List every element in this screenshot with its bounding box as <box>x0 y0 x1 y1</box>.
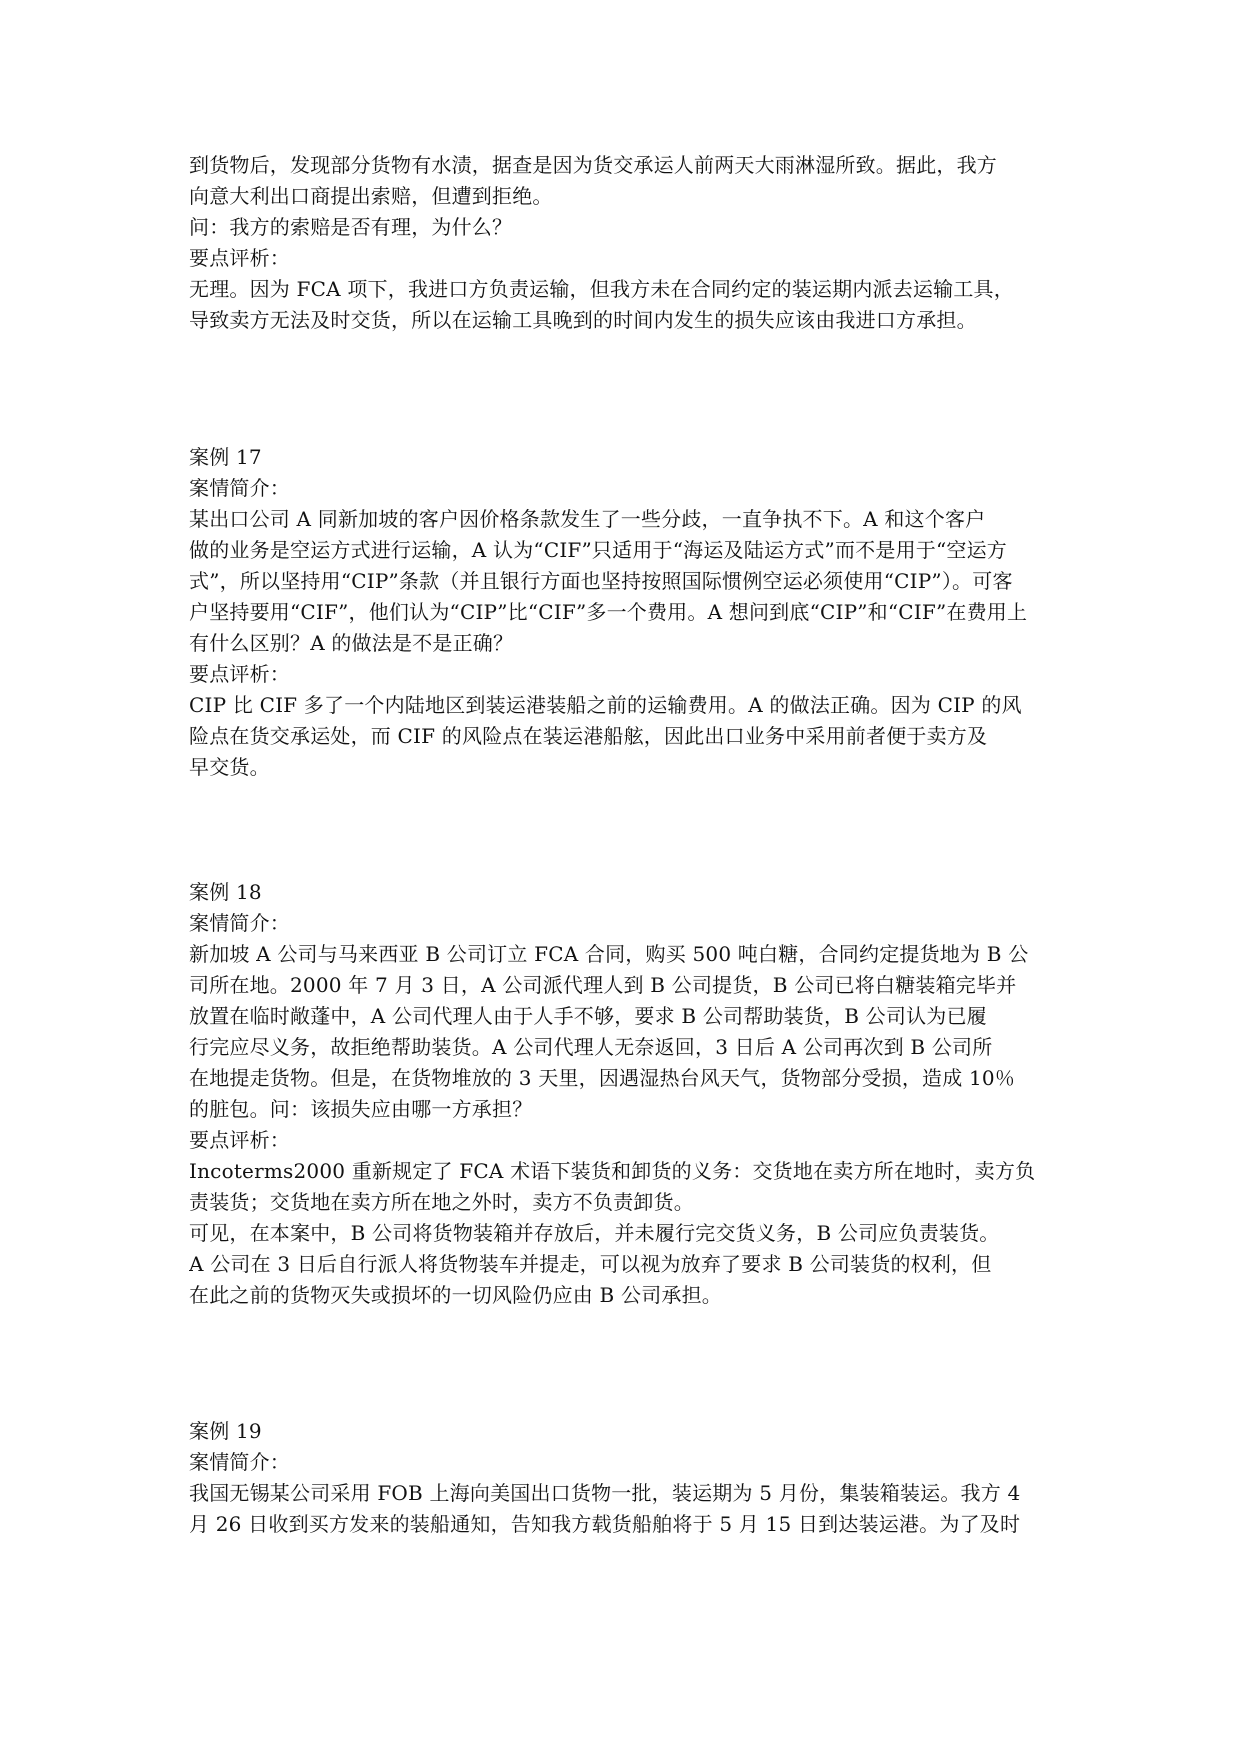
case-intro-label: 案情简介： <box>189 911 290 935</box>
text-line: 某出口公司 A 同新加坡的客户因价格条款发生了一些分歧，一直争执不下。A 和这个客户 <box>189 507 986 531</box>
analysis-label: 要点评析： <box>189 662 290 686</box>
text-line: 要点评析： <box>189 246 290 270</box>
case16-continuation <box>189 150 1057 336</box>
text-line: 放置在临时敞蓬中，A 公司代理人由于人手不够，要求 B 公司帮助装货，B 公司认为已履 <box>189 1004 987 1028</box>
case-intro-label: 案情简介： <box>189 1450 290 1474</box>
text-line: 在地提走货物。但是，在货物堆放的 3 天里，因遇湿热台风天气，货物部分受损，造成 10％ <box>189 1066 1016 1090</box>
text-line: 的脏包。问：该损失应由哪一方承担？ <box>189 1097 533 1121</box>
text-line: 行完应尽义务，故拒绝帮助装货。A 公司代理人无奈返回，3 日后 A 公司再次到 B 公司所 <box>189 1035 993 1059</box>
text-line: 无理。因为 FCA 项下，我进口方负责运输，但我方未在合同约定的装运期内派去运输工具， <box>189 277 1014 301</box>
text-line: 新加坡 A 公司与马来西亚 B 公司订立 FCA 合同，购买 500 吨白糖，合同约定提货地为 B 公 <box>189 942 1029 966</box>
text-line: 做的业务是空运方式进行运输，A 认为“CIF”只适用于“海运及陆运方式”而不是用于“空运方 <box>189 538 1008 562</box>
text-line: 式”，所以坚持用“CIP”条款（并且银行方面也坚持按照国际惯例空运必须使用“CIP”）。可客 <box>189 569 1013 593</box>
analysis-label: 要点评析： <box>189 1128 290 1152</box>
case-title: 案例 18 <box>189 880 262 904</box>
text-line: 有什么区别？A 的做法是不是正确？ <box>189 631 514 655</box>
section-spacer <box>189 336 1057 442</box>
text-line: 向意大利出口商提出索赔，但遭到拒绝。 <box>189 184 553 208</box>
text-line: CIP 比 CIF 多了一个内陆地区到装运港装船之前的运输费用。A 的做法正确。因为 CIP 的风 <box>189 693 1022 717</box>
case19-section <box>189 1416 1057 1540</box>
text-line: 可见，在本案中，B 公司将货物装箱并存放后，并未履行完交货义务，B 公司应负责装货。 <box>189 1221 1000 1245</box>
case17-section <box>189 442 1057 783</box>
section-spacer <box>189 1311 1057 1416</box>
text-line: 险点在货交承运处，而 CIF 的风险点在装运港船舷，因此出口业务中采用前者便于卖方及 <box>189 724 988 748</box>
text-line: 责装货；交货地在卖方所在地之外时，卖方不负责卸货。 <box>189 1190 694 1214</box>
text-line: 司所在地。2000 年 7 月 3 日，A 公司派代理人到 B 公司提货，B 公司已将白糖装箱完毕并 <box>189 973 1017 997</box>
text-line: 我国无锡某公司采用 FOB 上海向美国出口货物一批，装运期为 5 月份，集装箱装运。我方 4 <box>189 1481 1021 1505</box>
text-line: Incoterms2000 重新规定了 FCA 术语下装货和卸货的义务：交货地在卖方所在地时，卖方负 <box>189 1159 1036 1183</box>
text-line: 早交货。 <box>189 755 270 779</box>
section-spacer <box>189 783 1057 877</box>
text-line: 问：我方的索赔是否有理，为什么？ <box>189 215 513 239</box>
text-line: 在此之前的货物灭失或损坏的一切风险仍应由 B 公司承担。 <box>189 1283 723 1307</box>
case18-section <box>189 877 1057 1311</box>
case-title: 案例 19 <box>189 1419 262 1443</box>
text-line: 月 26 日收到买方发来的装船通知，告知我方载货船舶将于 5 月 15 日到达装运港。为了及时 <box>189 1512 1021 1536</box>
text-line: A 公司在 3 日后自行派人将货物装车并提走，可以视为放弃了要求 B 公司装货的权利，但 <box>189 1252 992 1276</box>
document-body <box>189 150 1057 1540</box>
text-line: 户坚持要用“CIF”，他们认为“CIP”比“CIF”多一个费用。A 想问到底“CIP”和“CIF”在费用上 <box>189 600 1028 624</box>
case-intro-label: 案情简介： <box>189 476 290 500</box>
text-line: 导致卖方无法及时交货，所以在运输工具晚到的时间内发生的损失应该由我进口方承担。 <box>189 308 977 332</box>
text-line: 到货物后，发现部分货物有水渍，据查是因为货交承运人前两天大雨淋湿所致。据此，我方 <box>189 153 997 177</box>
case-title: 案例 17 <box>189 445 262 469</box>
